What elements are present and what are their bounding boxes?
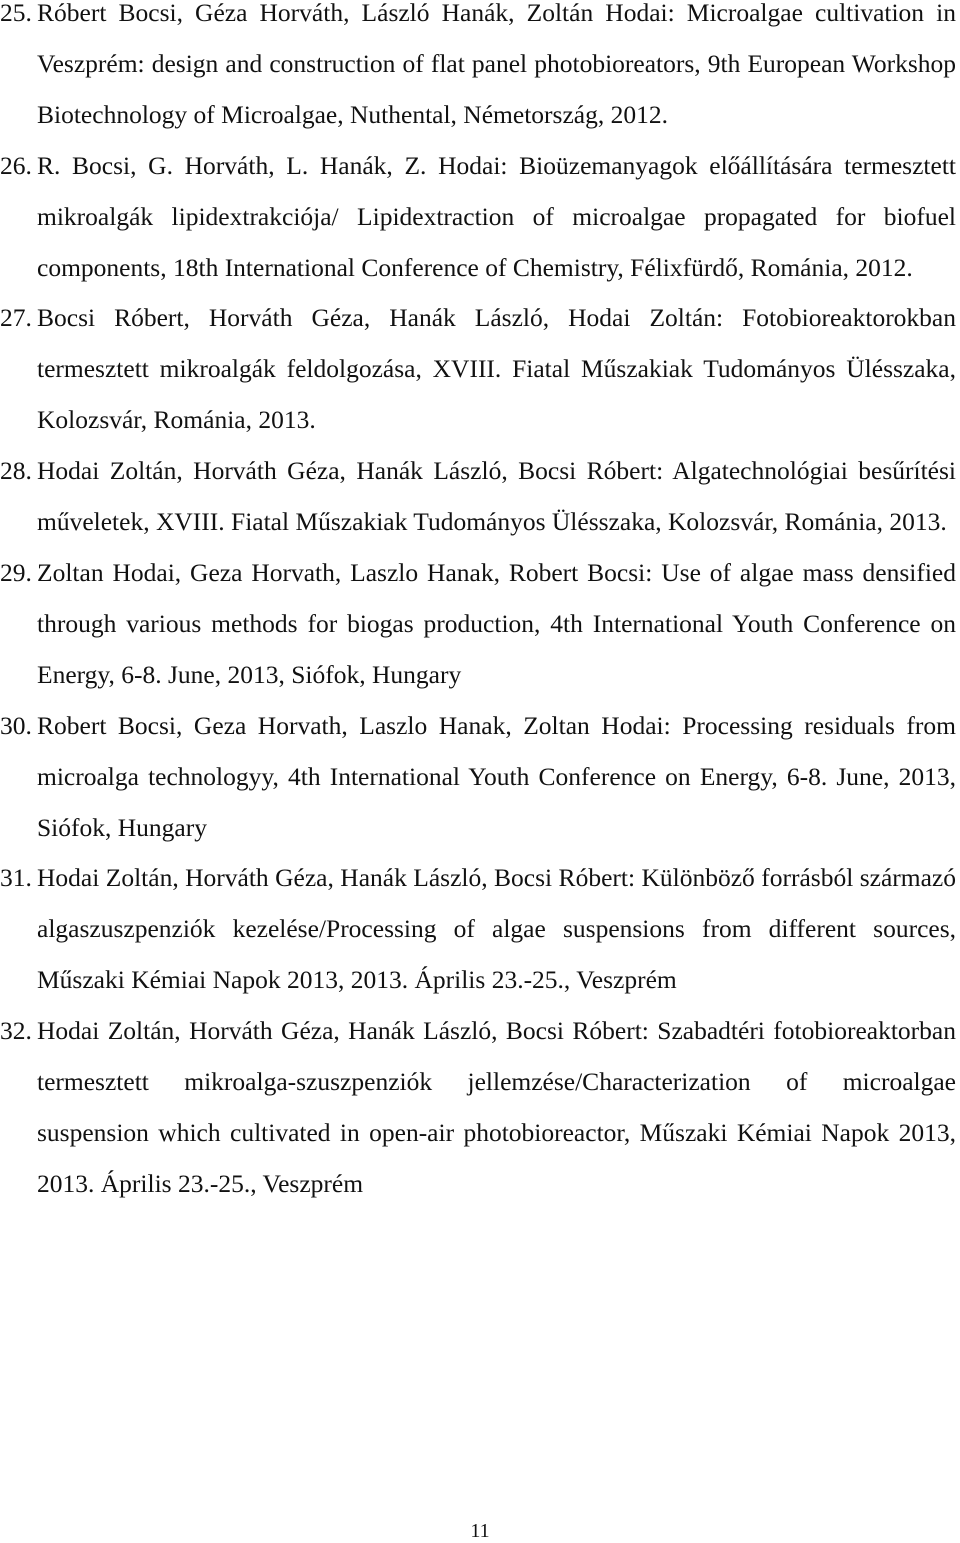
reference-text: Hodai Zoltán, Horváth Géza, Hanák László, Bocsi Róbert: Algatechnológiai besűrítési műveletek, XVIII. Fiatal Műszakiak Tudományos Ülésszaka, Kolozsvár, Románia, 2013.: [37, 456, 956, 537]
reference-item-30: [0, 701, 956, 854]
reference-text: R. Bocsi, G. Horváth, L. Hanák, Z. Hodai: Bioüzemanyagok előállítására termesztett mikroalgák lipidextrakciója/ Lipidextraction of microalgae propagated for biofuel components, 18th International Conference of Chemistry, Félixfürdő, Románia, 2012.: [37, 150, 956, 282]
reference-text: Hodai Zoltán, Horváth Géza, Hanák László, Bocsi Róbert: Különböző forrásból származó algaszuszpenziók kezelése/Processing of algae suspensions from different sources, Műszaki Kémiai Napok 2013, 2013. Április 23.-25., Veszprém: [37, 863, 956, 995]
reference-item-32: [0, 1006, 956, 1210]
reference-number: 28.: [0, 456, 32, 486]
reference-number: 25.: [0, 0, 32, 27]
reference-item-29: [0, 548, 956, 701]
reference-item-31: [0, 853, 956, 1006]
reference-number: 32.: [0, 1016, 32, 1046]
reference-number: 31.: [0, 863, 32, 893]
reference-text: Robert Bocsi, Geza Horvath, Laszlo Hanak, Zoltan Hodai: Processing residuals from microalga technologyy, 4th International Youth Conference on Energy, 6-8. June, 2013, Siófok, Hungary: [37, 710, 956, 842]
reference-item-25: [0, 0, 956, 141]
reference-item-27: [0, 293, 956, 446]
reference-number: 29.: [0, 557, 32, 587]
reference-text: Bocsi Róbert, Horváth Géza, Hanák László, Hodai Zoltán: Fotobioreaktorokban termesztett mikroalgák feldolgozása, XVIII. Fiatal Műszakiak Tudományos Ülésszaka, Kolozsvár, Románia, 2013.: [37, 303, 956, 435]
reference-text: Róbert Bocsi, Géza Horváth, László Hanák, Zoltán Hodai: Microalgae cultivation in Veszprém: design and construction of flat panel photobioreators, 9th European Workshop Biotechnology of Microalgae, Nuthental, Németország, 2012.: [37, 0, 956, 129]
reference-number: 26.: [0, 150, 32, 180]
reference-text: Hodai Zoltán, Horváth Géza, Hanák László, Bocsi Róbert: Szabadtéri fotobioreaktorban termesztett mikroalga-szuszpenziók jellemzése/Characterization of microalgae suspension which cultivated in open-air photobioreactor, Műszaki Kémiai Napok 2013, 2013. Április 23.-25., Veszprém: [37, 1016, 956, 1198]
reference-text: Zoltan Hodai, Geza Horvath, Laszlo Hanak, Robert Bocsi: Use of algae mass densified through various methods for biogas production, 4th International Youth Conference on Energy, 6-8. June, 2013, Siófok, Hungary: [37, 557, 956, 689]
reference-number: 27.: [0, 303, 32, 333]
page-number: 11: [470, 1520, 490, 1542]
reference-item-28: [0, 446, 956, 548]
reference-item-26: [0, 141, 956, 294]
reference-number: 30.: [0, 710, 32, 740]
